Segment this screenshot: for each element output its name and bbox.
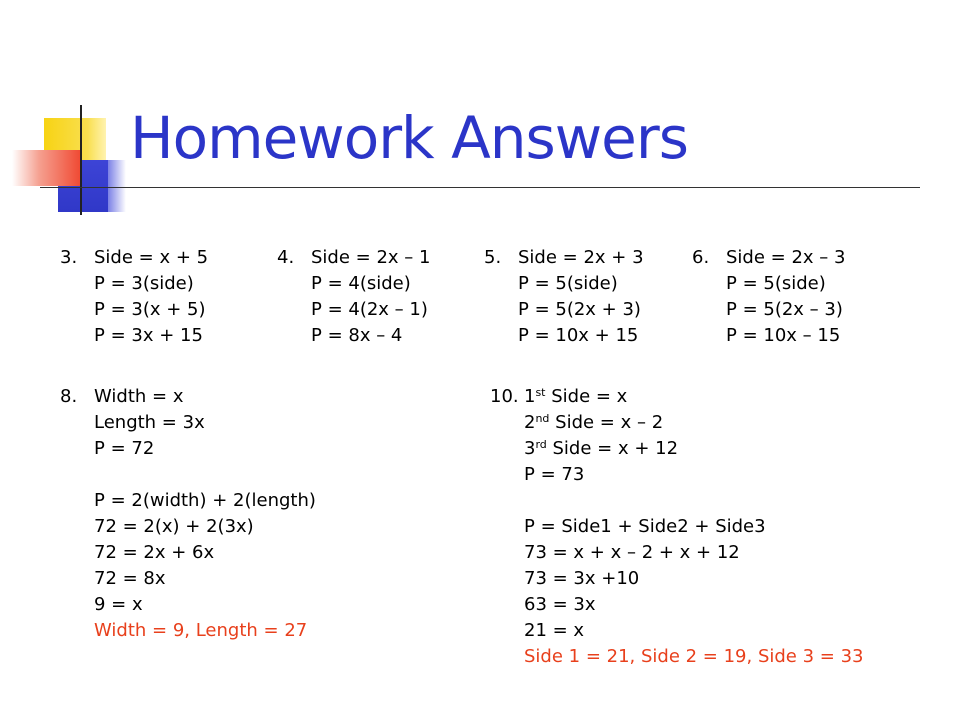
work-line: 9 = x xyxy=(94,594,143,615)
work-line: P = Side1 + Side2 + Side3 xyxy=(524,516,766,537)
problem-line: P = 3(side) xyxy=(94,273,194,294)
spacer xyxy=(524,488,863,514)
deco-horizontal-line xyxy=(40,187,920,188)
given-line: P = 72 xyxy=(94,438,155,459)
given-line xyxy=(524,384,863,410)
problem-line: P = 10x – 15 xyxy=(726,325,841,346)
page-title: Homework Answers xyxy=(130,104,688,172)
deco-vertical-line xyxy=(80,105,82,215)
ordinal: 2 xyxy=(524,412,536,433)
final-answer: Width = 9, Length = 27 xyxy=(94,620,308,641)
given-line xyxy=(524,436,863,462)
problem-line: P = 3(x + 5) xyxy=(94,299,206,320)
given-line: P = 73 xyxy=(524,464,585,485)
ordinal-suffix: nd xyxy=(535,412,550,425)
problem-number: 3. xyxy=(60,247,78,268)
problem-number: 6. xyxy=(692,247,710,268)
given-text: Side = x + 12 xyxy=(546,438,679,459)
final-answer: Side 1 = 21, Side 2 = 19, Side 3 = 33 xyxy=(524,646,864,667)
problem-line: Side = 2x + 3 xyxy=(518,247,644,268)
problem-number: 10. xyxy=(490,386,519,407)
ordinal: 3 xyxy=(524,438,536,459)
work-line: 72 = 2x + 6x xyxy=(94,542,215,563)
problem-number: 5. xyxy=(484,247,502,268)
work-line: 72 = 2(x) + 2(3x) xyxy=(94,516,254,537)
given-line: Length = 3x xyxy=(94,412,205,433)
work-line: 73 = x + x – 2 + x + 12 xyxy=(524,542,740,563)
given-text: Side = x – 2 xyxy=(549,412,664,433)
problem-line: Side = 2x – 3 xyxy=(726,247,846,268)
problem-line: P = 10x + 15 xyxy=(518,325,639,346)
deco-blue-fade xyxy=(108,160,126,212)
ordinal: 1 xyxy=(524,386,536,407)
problem-line: P = 5(side) xyxy=(726,273,826,294)
problem-line: P = 5(side) xyxy=(518,273,618,294)
given-text: Side = x xyxy=(545,386,628,407)
ordinal-suffix: st xyxy=(535,386,546,399)
work-line: 63 = 3x xyxy=(524,594,596,615)
problem-number: 8. xyxy=(60,386,78,407)
deco-red-fade xyxy=(12,150,80,186)
problem-line: Side = 2x – 1 xyxy=(311,247,431,268)
work-line: 21 = x xyxy=(524,620,585,641)
problem-line: P = 5(2x – 3) xyxy=(726,299,843,320)
problem-line: Side = x + 5 xyxy=(94,247,209,268)
ordinal-suffix: rd xyxy=(535,438,547,451)
work-line: 72 = 8x xyxy=(94,568,166,589)
problem-number: 4. xyxy=(277,247,295,268)
problem-line: P = 4(2x – 1) xyxy=(311,299,428,320)
work-line: 73 = 3x +10 xyxy=(524,568,640,589)
problem-line: P = 3x + 15 xyxy=(94,325,203,346)
given-line xyxy=(524,410,863,436)
work-line: P = 2(width) + 2(length) xyxy=(94,490,316,511)
problem-line: P = 8x – 4 xyxy=(311,325,403,346)
problem-line: P = 4(side) xyxy=(311,273,411,294)
given-line: Width = x xyxy=(94,386,184,407)
problem-line: P = 5(2x + 3) xyxy=(518,299,641,320)
spacer xyxy=(94,462,316,488)
